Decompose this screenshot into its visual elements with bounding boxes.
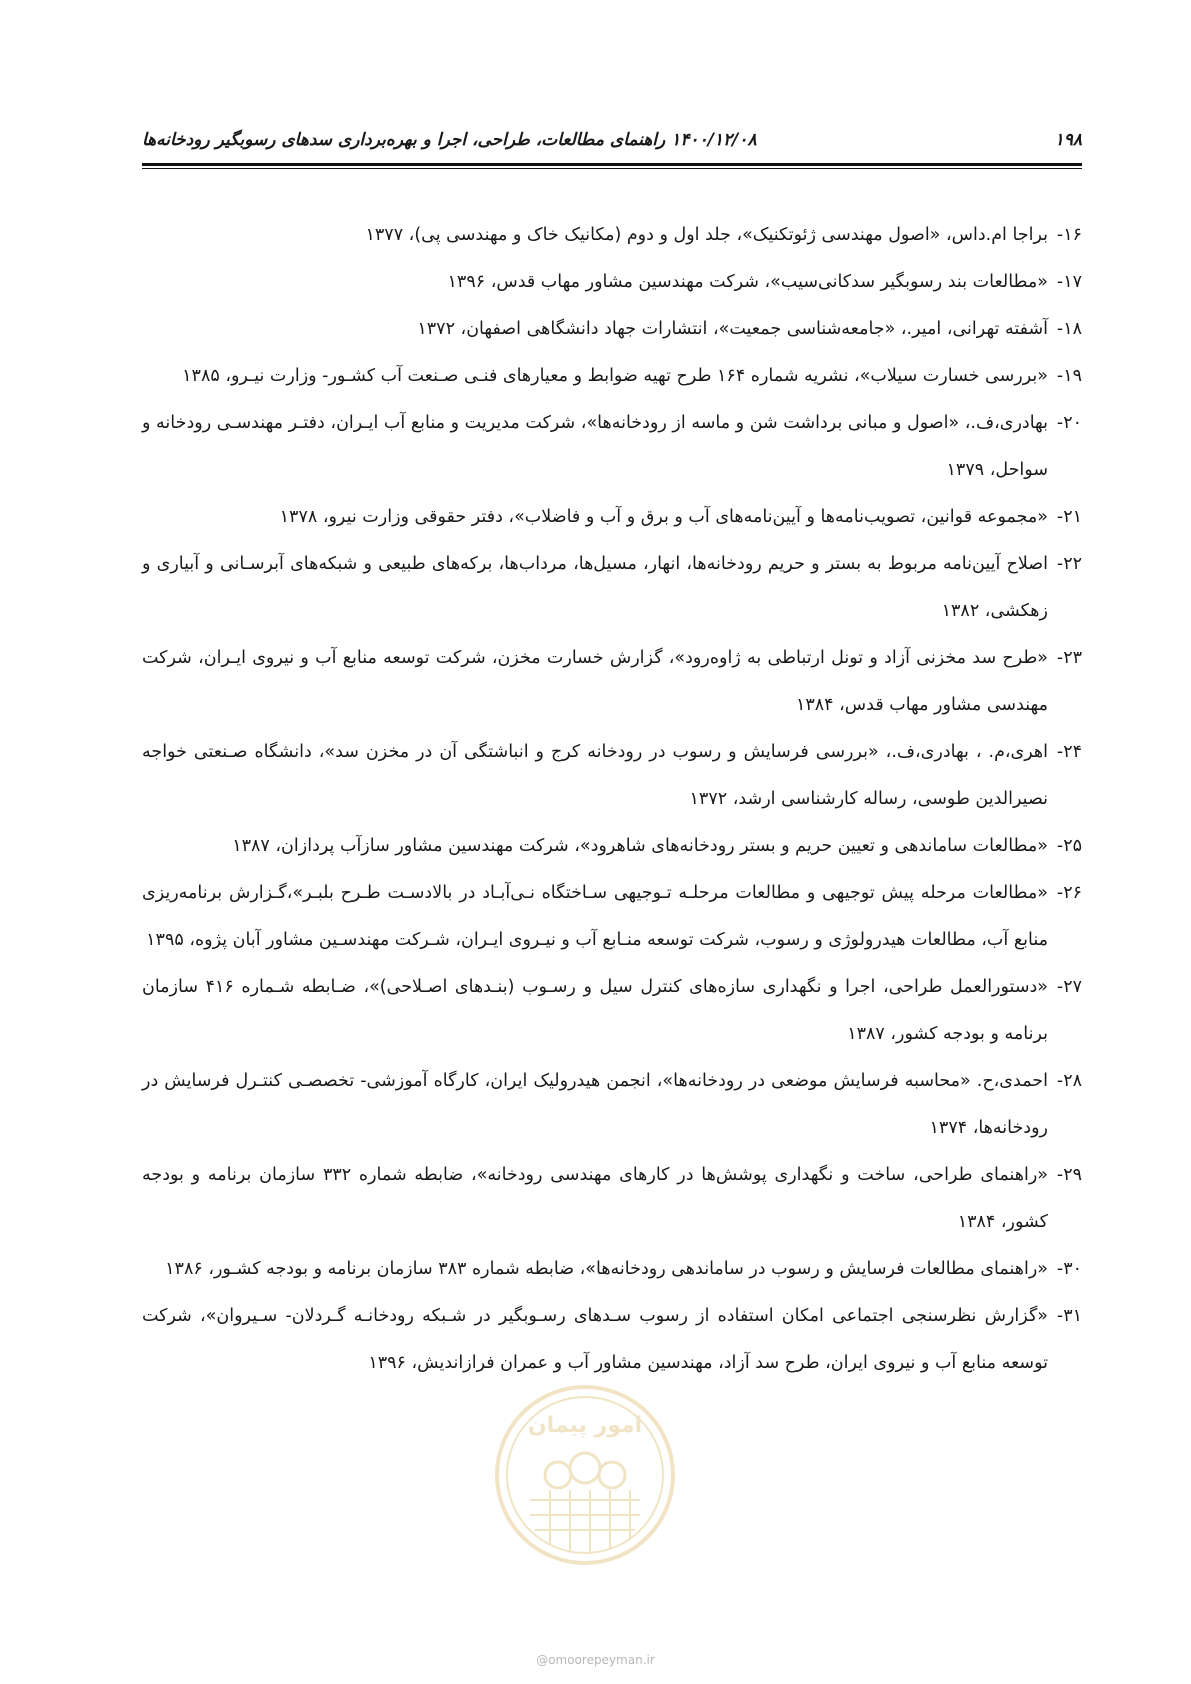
reference-number: ۱۸- bbox=[1056, 319, 1082, 339]
reference-number: ۲۳- bbox=[1056, 648, 1082, 668]
reference-item bbox=[142, 870, 1082, 964]
reference-number: ۱۷- bbox=[1056, 272, 1082, 292]
reference-text: «بررسی خسارت سیلاب»، نشریه شماره ۱۶۴ طرح تهیه ضوابط و معیارهای فنـی صـنعت آب کشـور- وزارت نیـرو، ۱۳۸۵ bbox=[182, 366, 1048, 386]
page-number: ۱۹۸ bbox=[1054, 130, 1082, 150]
reference-text: «مطالعات بند رسوبگیر سدکانی‌سیب»، شرکت مهندسین مشاور مهاب قدس، ۱۳۹۶ bbox=[447, 272, 1048, 292]
reference-number: ۲۹- bbox=[1056, 1165, 1082, 1185]
reference-item bbox=[142, 823, 1082, 870]
reference-item bbox=[142, 400, 1082, 494]
page-header bbox=[142, 124, 1082, 164]
reference-number: ۱۶- bbox=[1056, 225, 1082, 245]
reference-number: ۳۰- bbox=[1056, 1259, 1082, 1279]
reference-item bbox=[142, 259, 1082, 306]
reference-item bbox=[142, 212, 1082, 259]
reference-text: «دستورالعمل طراحی، اجرا و نگهداری سازه‌های کنترل سیل و رسـوب (بنـدهای اصـلاحی)»، ضـابطه شـماره ۴۱۶ سازمان برنامه و بودجه کشور، ۱۳۸۷ bbox=[142, 977, 1048, 1044]
reference-item bbox=[142, 306, 1082, 353]
reference-item bbox=[142, 494, 1082, 541]
reference-text: «طرح سد مخزنی آزاد و تونل ارتباطی به ژاوه‌رود»، گزارش خسارت مخزن، شرکت توسعه منابع آب و نیروی ایـران، شرکت مهندسی مشاور مهاب قدس، ۱۳۸۴ bbox=[142, 648, 1048, 715]
reference-item bbox=[142, 964, 1082, 1058]
reference-number: ۲۵- bbox=[1056, 836, 1082, 856]
reference-item bbox=[142, 1152, 1082, 1246]
header-rule-thick bbox=[142, 163, 1082, 166]
reference-item bbox=[142, 1293, 1082, 1387]
reference-text: آشفته تهرانی، امیر.، «جامعه‌شناسی جمعیت»، انتشارات جهاد دانشگاهی اصفهان، ۱۳۷۲ bbox=[417, 319, 1048, 339]
reference-item bbox=[142, 1246, 1082, 1293]
reference-number: ۱۹- bbox=[1056, 366, 1082, 386]
reference-text: «گزارش نظرسنجی اجتماعی امکان استفاده از رسوب سـدهای رسـوبگیر در شـبکه رودخانـه گـردلان- سـیروان»، شرکت توسعه منابع آب و نیروی ایران، طرح سد آزاد، مهندسین مشاور آب و عمران فرازاندیش، ۱۳۹۶ bbox=[142, 1306, 1048, 1373]
reference-number: ۲۶- bbox=[1056, 883, 1082, 903]
header-rule-thin bbox=[142, 168, 1082, 169]
watermark-logo-text: امور پیمان bbox=[527, 1413, 643, 1438]
reference-item bbox=[142, 729, 1082, 823]
reference-text: احمدی،ح. «محاسبه فرسایش موضعی در رودخانه‌ها»، انجمن هیدرولیک ایران، کارگاه آموزشی- تخصصـی کنتـرل فرسایش در رودخانه‌ها، ۱۳۷۴ bbox=[142, 1071, 1048, 1138]
reference-text: «مطالعات ساماندهی و تعیین حریم و بستر رودخانه‌های شاهرود»، شرکت مهندسین مشاور سازآب پردازان، ۱۳۸۷ bbox=[232, 836, 1048, 856]
reference-number: ۲۷- bbox=[1056, 977, 1082, 997]
reference-item bbox=[142, 541, 1082, 635]
reference-text: بهادری،ف.، «اصول و مبانی برداشت شن و ماسه از رودخانه‌ها»، شرکت مدیریت و منابع آب ایـران، دفتـر مهندسـی رودخانه و سواحل، ۱۳۷۹ bbox=[142, 413, 1048, 480]
reference-number: ۲۰- bbox=[1056, 413, 1082, 433]
reference-text: اهری،م. ، بهادری،ف.، «بررسی فرسایش و رسوب در رودخانه کرج و انباشتگی آن در مخزن سد»، دانشگاه صـنعتی خواجه نصیرالدین طوسی، رساله کارشناسی ارشد، ۱۳۷۲ bbox=[142, 742, 1048, 809]
reference-list bbox=[142, 212, 1082, 1387]
reference-text: براجا ام.داس، «اصول مهندسی ژئوتکنیک»، جلد اول و دوم (مکانیک خاک و مهندسی پی)، ۱۳۷۷ bbox=[365, 225, 1048, 245]
running-title: ۱۴۰۰/۱۲/۰۸ راهنمای مطالعات، طراحی، اجرا و بهره‌برداری سدهای رسوبگیر رودخانه‌ها bbox=[142, 130, 757, 150]
reference-item bbox=[142, 1058, 1082, 1152]
reference-text: «راهنمای مطالعات فرسایش و رسوب در ساماندهی رودخانه‌ها»، ضابطه شماره ۳۸۳ سازمان برنامه و بودجه کشـور، ۱۳۸۶ bbox=[165, 1259, 1048, 1279]
reference-item bbox=[142, 353, 1082, 400]
reference-number: ۲۱- bbox=[1056, 507, 1082, 527]
reference-number: ۲۴- bbox=[1056, 742, 1082, 762]
reference-number: ۳۱- bbox=[1056, 1306, 1082, 1326]
reference-number: ۲۲- bbox=[1056, 554, 1082, 574]
reference-text: «مطالعات مرحله پیش توجیهی و مطالعات مرحلـه تـوجیهی سـاختگاه نـی‌آبـاد در بالادسـت طـرح بلبـر»،گـزارش برنامه‌ریزی منابع آب، مطالعات هیدرولوژی و رسوب، شرکت توسعه منـابع آب و نیـروی ایـران، شـرکت مهندسـین مشاور آبان پژوه، ۱۳۹۵ bbox=[142, 883, 1048, 950]
reference-text: «راهنمای طراحی، ساخت و نگهداری پوشش‌ها در کارهای مهندسی رودخانه»، ضابطه شماره ۳۳۲ سازمان برنامه و بودجه کشور، ۱۳۸۴ bbox=[142, 1165, 1048, 1232]
reference-text: اصلاح آیین‌نامه مربوط به بستر و حریم رودخانه‌ها، انهار، مسیل‌ها، مرداب‌ها، برکه‌های طبیعی و شبکه‌های آبرسـانی و آبیاری و زهکشی، ۱۳۸۲ bbox=[142, 554, 1048, 621]
reference-item bbox=[142, 635, 1082, 729]
reference-number: ۲۸- bbox=[1056, 1071, 1082, 1091]
reference-text: «مجموعه قوانین، تصویب‌نامه‌ها و آیین‌نامه‌های آب و برق و آب و فاضلاب»، دفتر حقوقی وزارت نیرو، ۱۳۷۸ bbox=[279, 507, 1048, 527]
watermark-url: @omoorepeyman.ir bbox=[536, 1653, 655, 1667]
watermark-logo bbox=[490, 1380, 680, 1570]
